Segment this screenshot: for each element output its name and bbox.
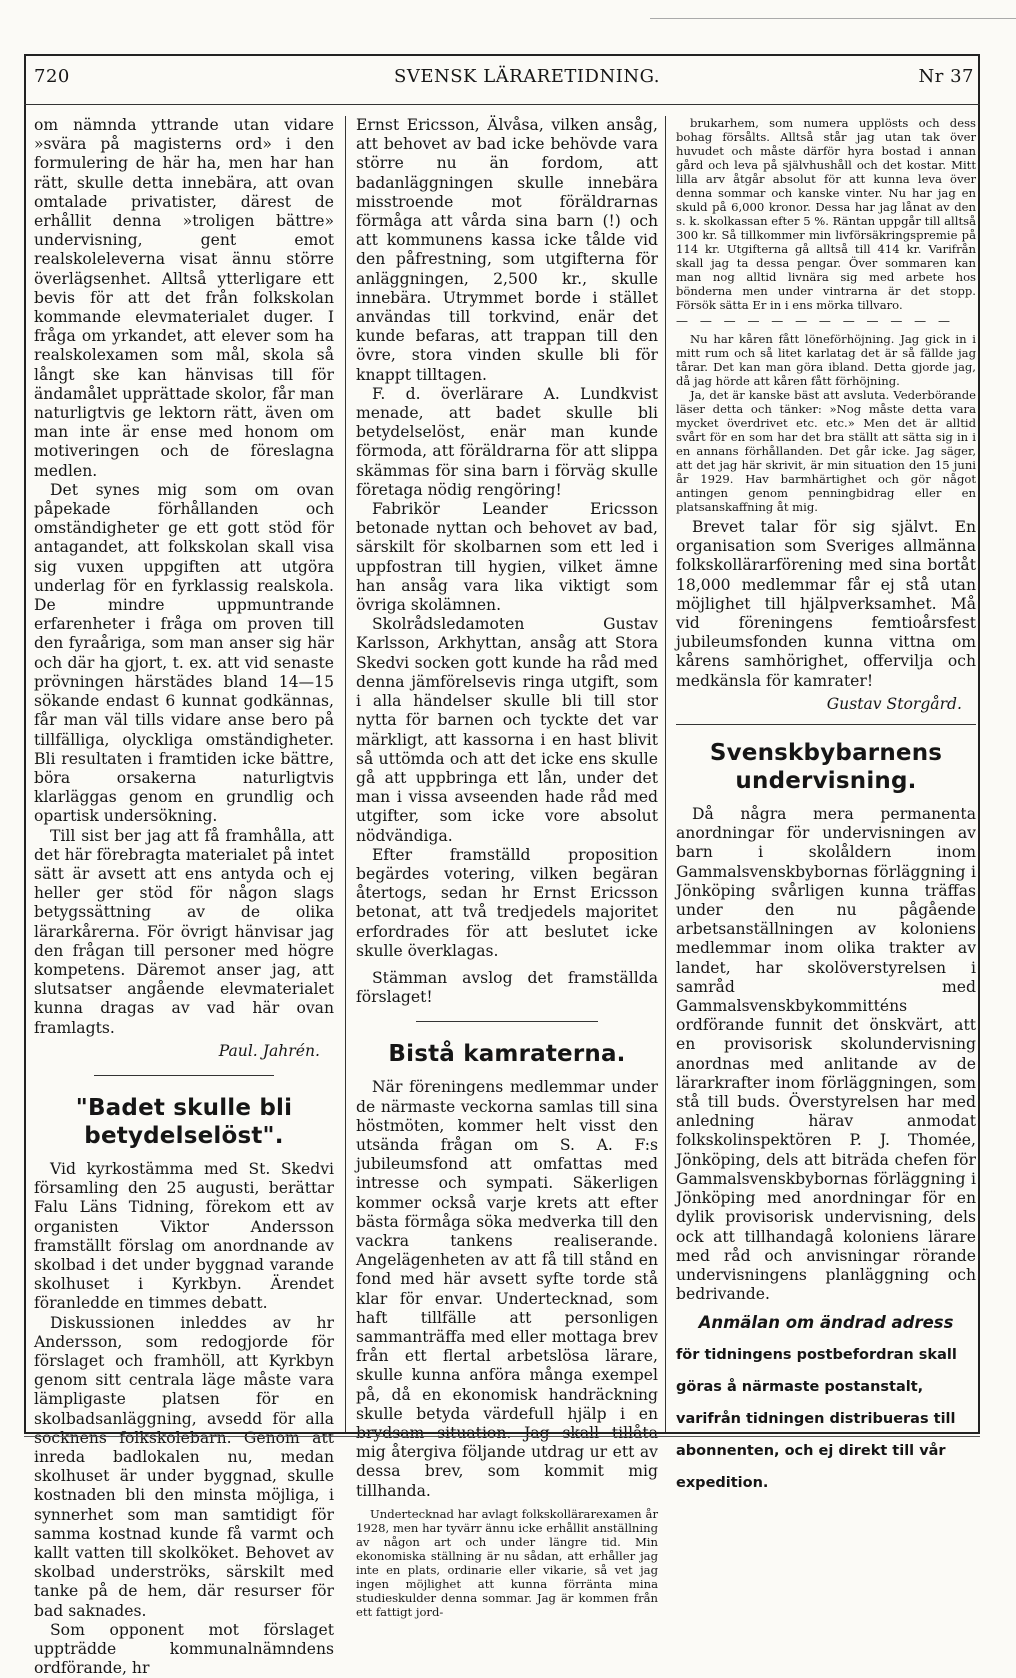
paragraph: Vid kyrkostämma med St. Skedvi församling den 25 augusti, berättar Falu Läns Tidning, förekom ett av organisten Viktor Andersson framställt förslag om anordnande av skolbad i det under byggnad varande skolhuset i Kyrkbyn. Ärendet föranledde en timmes debatt. (34, 1159, 334, 1313)
paragraph: Ja, det är kanske bäst att avsluta. Vederbörande läser detta och tänker: »Nog måste detta vara mycket överdrivet etc. etc.» Men det är alltid svårt för en som har det bra ställt att sätta sig in i en annans förhållanden. Det går icke. Jag säger, att det jag här skrivit, är min situation den 15 juni år 1929. Hav barmhärtighet och gör något antingen genom penningbidrag eller en platsanskaffning åt mig. (676, 388, 976, 514)
author-signature: Paul. Jahrén. (218, 1041, 320, 1060)
article-headline: Bistå kamraterna. (388, 1041, 626, 1068)
publication-title: SVENSK LÄRARETIDNING. (394, 66, 661, 87)
notice-text: för tidningens postbefordran skall göras å närmaste postanstalt, varifrån tidningen distribueras till abonnenten, och ej direkt till vår expedition. (676, 1347, 957, 1491)
column-2 (356, 116, 658, 1619)
issue-number: Nr 37 (918, 66, 974, 87)
scan-edge-line (650, 18, 1016, 19)
bottom-rule (24, 1432, 980, 1434)
paragraph: Fabrikör Leander Ericsson betonade nyttan och behovet av bad, särskilt för skolbarnen som ett led i uppfostran till hygien, vilket ämne han ansåg vara lika viktigt som övriga skolämnen. (356, 500, 658, 615)
paragraph: brukarhem, som numera upplösts och dess bohag försålts. Alltså står jag utan tak över huvudet och måste därför hyra bostad i annan gård och leva på självhushåll och det kostar. Mitt lilla arv åtgår absolut för att kunna leva över denna sommar och kanske vinter. Nu har jag en skuld på 6,000 kronor. Dessa har jag lånat av den s. k. skolkassan efter 5 %. Räntan uppgår till alltså 300 kr. Så tillkommer min livförsäkringspremie på 114 kr. Utgifterna gå alltså till 414 kr. Varifrån skall jag ta dessa pengar. Över sommaren kan man nog alltid livnära sig med arbete hos bönderna men under vintrarna är det stopp. Försök sätta Er in i ens mörka tillvaro. (676, 116, 976, 312)
column-separator (345, 116, 346, 1432)
paragraph: Undertecknad har avlagt folkskollärarexamen år 1928, men har tyvärr ännu icke erhållit anställning av någon art och under längre tid. Min ekonomiska ställning är nu sådan, att erhåller jag inte en plats, ordinarie eller vikarie, så vet jag ingen möjlighet att kunna förränta mina studieskulder denna sommar. Jag är kommen från ett fattigt jord- (356, 1506, 658, 1619)
paragraph: om nämnda yttrande utan vidare »svära på magisterns ord» i den formulering de här ha, men har han rätt, skulle detta innebära, att ovan omtalade privatister, därest de erhållit denna »troligen bättre» undervisning, gent emot realskoleleverna visat ännu större överlägsenhet. Alltså ytterligare ett bevis för att det från folkskolan kommande elevmaterialet duger. I fråga om yrkandet, att elever som ha realskolexamen som mål, skola så långt ske kan hänvisas till för ändamålet upprättade skolor, får man naturligtvis ge lektorn rätt, även om man inte är ense med honom om motiveringen och de föreslagna medlen. (34, 116, 334, 480)
header-rule (24, 104, 980, 105)
letter-excerpt (676, 116, 976, 514)
paragraph: F. d. överlärare A. Lundkvist menade, att badet skulle bli betydelselöst, enär man kunde förmoda, att föräldrarna för att slippa skämmas för sina barn i förväg skulle företaga nödig rengöring! (356, 384, 658, 499)
paragraph: Som opponent mot förslaget uppträdde kommunalnämndens ordförande, hr (34, 1620, 334, 1678)
paragraph: Då några mera permanenta anordningar för undervisningen av barn i skolåldern inom Gammalsvenskbybornas förläggning i Jönköping svårligen kunna träffas under den nu pågående arbetsanställningen av koloniens medlemmar inom olika trakter av landet, har skolöverstyrelsen i samråd med Gammalsvenskbykommitténs ordförande funnit det önskvärt, att en provisorisk skolundervisning anordnas med anlitande av de lärarkrafter inom förläggningen, som stå till buds. Överstyrelsen har med anledning härav anmodat folkskolinspektören P. J. Thomée, Jönköping, dels att biträda chefen för Gammalsvenskbybornas förläggning i Jönköping med anordningar för en dylik provisorisk undervisning, dels ock att tillhandagå koloniens lärare med råd och anvisningar rörande undervisningens planläggning och bedrivande. (676, 805, 976, 1304)
paragraph: Till sist ber jag att få framhålla, att det här förebragta materialet på intet sätt är avsett att ens antyda och ej heller ger stöd för någon slags betygssättning av de olika lärarkårerna. För övrigt hänvisar jag den frågan till personer med högre kompetens. Däremot anser jag, att slutsatser angående elevmaterialet kunna dragas av vad här ovan framlagts. (34, 826, 334, 1037)
page-header (34, 66, 974, 96)
page-number: 720 (34, 66, 70, 87)
divider (416, 1021, 597, 1022)
paragraph: Ernst Ericsson, Älvåsa, vilken ansåg, att behovet av bad icke behövde vara större nu än fordom, att badanläggningen skulle innebära misstroende mot föräldrarnas förmåga att vårda sina barn (!) och att kommunens kassa icke tålde vid den påfrestning, som utgifterna för anläggningen, 2,500 kr., skulle innebära. Utrymmet borde i stället användas till torkvind, enär det kunde befaras, att trappan till den övre, stora vinden skulle bli för knappt tilltagen. (356, 116, 658, 384)
paragraph: Nu har kåren fått löneförhöjning. Jag gick in i mitt rum och så litet karlatag det är så fällde jag tårar. Det kan man göra ibland. Detta gjorde jag, då jag hörde att kåren fått förhöjning. (676, 332, 976, 388)
divider (94, 1075, 274, 1076)
author-signature: Gustav Storgård. (826, 694, 962, 713)
paragraph: Brevet talar för sig självt. En organisation som Sveriges allmänna folkskollärarförening med sina bortåt 18,000 medlemmar får ej stå utan möjlighet till hjälpverksamhet. Må vid föreningens femtioårsfest jubileumsfonden kunna vittna om kårens samhörighet, offervilja och medkänsla för kamrater! (676, 518, 976, 690)
paragraph: Diskussionen inleddes av hr Andersson, som redogjorde för förslaget och framhöll, att Kyrkbyn genom sitt centrala läge måste vara lämpligaste platsen för en skolbadsanläggning, avsedd för alla socknens folkskolebarn. Genom att inreda badlokalen nu, medan skolhuset är under byggnad, skulle kostnaden bli den minsta möjliga, i synnerhet som man samtidigt för samma kostnad kunde få varmt och kallt vatten till skolköket. Behovet av skolbad underströks, särskilt med tanke på de hem, där resurser för bad saknades. (34, 1313, 334, 1620)
paragraph: Efter framställd proposition begärdes votering, vilken begäran återtogs, sedan hr Ernst Ericsson betonat, att två tredjedels majoritet erfordrades för att beslutet icke skulle överklagas. (356, 845, 658, 960)
paragraph: Stämman avslog det framställda förslaget! (356, 968, 658, 1007)
paragraph: Skolrådsledamoten Gustav Karlsson, Arkhyttan, ansåg att Stora Skedvi socken gott kunde ha råd med denna jämförelsevis ringa utgift, som i alla händelser skulle bli till stor nytta för barnen och tyckte det var märkligt, att kassorna i en hast blivit så uttömda och att det icke ens skulle gå att uppbringa ett lån, under det man i vissa avseenden hade råd med utgifter, som icke vore absolut nödvändiga. (356, 615, 658, 845)
divider (676, 724, 976, 725)
column-1 (34, 116, 334, 1678)
bottom-rule (24, 1436, 980, 1437)
column-3 (676, 116, 976, 1416)
notice-title: Anmälan om ändrad adress (698, 1313, 954, 1332)
dash-separator: — — — — — — — — — — — — (676, 314, 954, 328)
article-headline: "Badet skulle bli betydelselöst". (75, 1094, 293, 1149)
letter-excerpt (356, 1507, 658, 1619)
address-change-notice (676, 1307, 976, 1499)
paragraph: När föreningens medlemmar under de närmaste veckorna samlas till sina höstmöten, kommer helt visst den utsända frågan om S. A. F:s jubileumsfond att omfattas med intresse och sympati. Säkerligen kommer också varje krets att efter bästa förmåga söka medverka till den vackra tankens realiserande. Angelägenheten av att få till stånd en fond med här avsett syfte torde stå klar för envar. Undertecknad, som haft tillfälle att personligen sammanträffa med eller mottaga brev från ett flertal arbetslösa lärare, skulle kunna anföra många exempel på, då en ekonomisk handräckning skulle betyda värdefull hjälp i en brydsam situation. Jag skall tillåta mig återgiva följande utdrag ur ett av dessa brev, som kommit mig tillhanda. (356, 1078, 658, 1500)
column-separator (665, 116, 666, 1432)
article-headline: Svenskbybarnens undervisning. (709, 740, 943, 795)
paragraph: Det synes mig som om ovan påpekade förhållanden och omständigheter ge ett gott stöd för antagandet, att folkskolan skall visa sig vuxen uppgiften att utgöra underlag för en fyrklassig realskola. De mindre uppmuntrande erfarenheter i fråga om proven till den fyraåriga, som man anser sig här och där ha gjort, t. ex. att vid senaste prövningen härstädes bland 14—15 sökande endast 6 kunnat godkännas, får man väl tills vidare anse bero på tillfälliga, olyckliga omständigheter. Bli resultaten i framtiden icke bättre, böra orsakerna naturligtvis klarläggas genom en grundlig och opartisk undersökning. (34, 480, 334, 826)
